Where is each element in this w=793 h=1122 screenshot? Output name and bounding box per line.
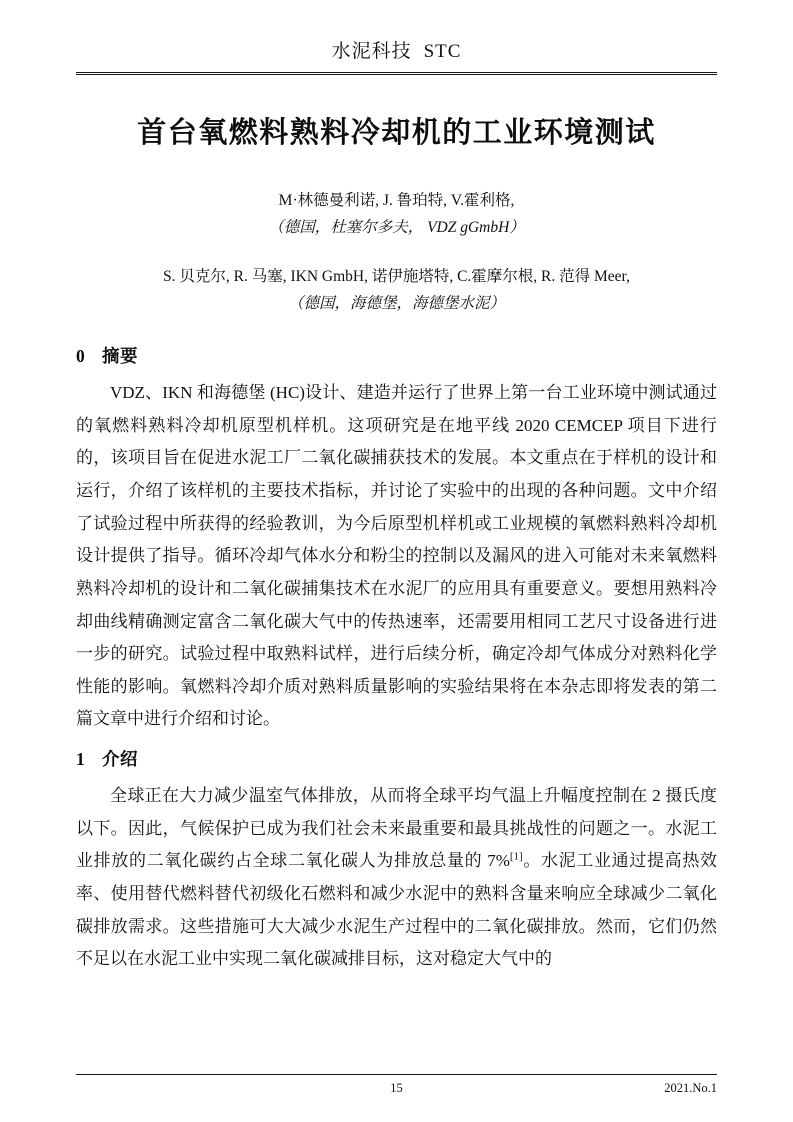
running-head bbox=[76, 36, 717, 72]
footer-rule bbox=[76, 1074, 717, 1075]
running-head-en: STC bbox=[423, 41, 462, 62]
affiliation-2: （德国，海德堡，海德堡水泥） bbox=[287, 295, 505, 313]
reference-marker: [1] bbox=[509, 850, 523, 863]
author-names-1: M·林德曼利诺, J. 鲁珀特, V.霍利格, bbox=[278, 191, 515, 209]
page-footer bbox=[76, 1074, 717, 1096]
intro-text-part-2: 。水泥工业通过提高热效率、使用替代燃料替代初级化石燃料和减少水泥中的熟料含量来响应全球减少二氧化碳排放需求。这些措施可大大减少水泥生产过程中的二氧化碳排放。然而，它们仍然不足以在水泥工业中实现二氧化碳减排目标，这对稳定大气中的 bbox=[76, 851, 717, 969]
section-heading-abstract bbox=[76, 343, 717, 368]
section-number-1: 1 bbox=[76, 749, 86, 770]
section-title-0: 摘要 bbox=[102, 346, 138, 367]
header-rule-thin bbox=[76, 74, 717, 75]
affiliation-1: （德国，杜塞尔多夫， VDZ gGmbH） bbox=[268, 218, 525, 236]
running-head-cn: 水泥科技 bbox=[331, 41, 412, 62]
issue-label: 2021.No.1 bbox=[664, 1081, 717, 1095]
author-names-2: S. 贝克尔, R. 马塞, IKN GmbH, 诺伊施塔特, C.霍摩尔根, R. 范得 Meer, bbox=[163, 267, 630, 285]
section-number-0: 0 bbox=[76, 346, 86, 367]
authors-group-1 bbox=[76, 187, 717, 241]
authors-group-2 bbox=[76, 263, 717, 317]
section-heading-intro bbox=[76, 746, 717, 771]
page-number: 15 bbox=[390, 1081, 403, 1095]
header-rule-thick bbox=[76, 72, 717, 73]
section-title-1: 介绍 bbox=[102, 749, 138, 770]
abstract-paragraph: VDZ、IKN 和海德堡 (HC)设计、建造并运行了世界上第一台工业环境中测试通过的氧燃料熟料冷却机原型机样机。这项研究是在地平线 2020 CEMCEP 项目下进行的，该项目旨在促进水泥工厂二氧化碳捕获技术的发展。本文重点在于样机的设计和运行，介绍了该样机的主要技术指标，并讨论了实验中的出现的各种问题。文中介绍了试验过程中所获得的经验教训，为今后原型机样机或工业规模的氧燃料熟料冷却机设计提供了指导。循环冷却气体水分和粉尘的控制以及漏风的进入可能对未来氧燃料熟料冷却机的设计和二氧化碳捕集技术在水泥厂的应用具有重要意义。要想用熟料冷却曲线精确测定富含二氧化碳大气中的传热速率，还需要用相同工艺尺寸设备进行进一步的研究。试验过程中取熟料试样，进行后续分析，确定冷却气体成分对熟料化学性能的影响。氧燃料冷却介质对熟料质量影响的实验结果将在本杂志即将发表的第二篇文章中进行介绍和讨论。 bbox=[76, 383, 717, 729]
footer-row bbox=[76, 1081, 717, 1096]
page-content bbox=[76, 36, 717, 1094]
intro-text-part-1: 全球正在大力减少温室气体排放，从而将全球平均气温上升幅度控制在 2 摄氏度以下。因此，气候保护已成为我们社会未来最重要和最具挑战性的问题之一。水泥工业排放的二氧化碳约占全球二氧化碳人为排放总量的 7% bbox=[76, 786, 717, 871]
page-title: 首台氧燃料熟料冷却机的工业环境测试 bbox=[137, 117, 656, 149]
intro-paragraph bbox=[76, 780, 717, 976]
